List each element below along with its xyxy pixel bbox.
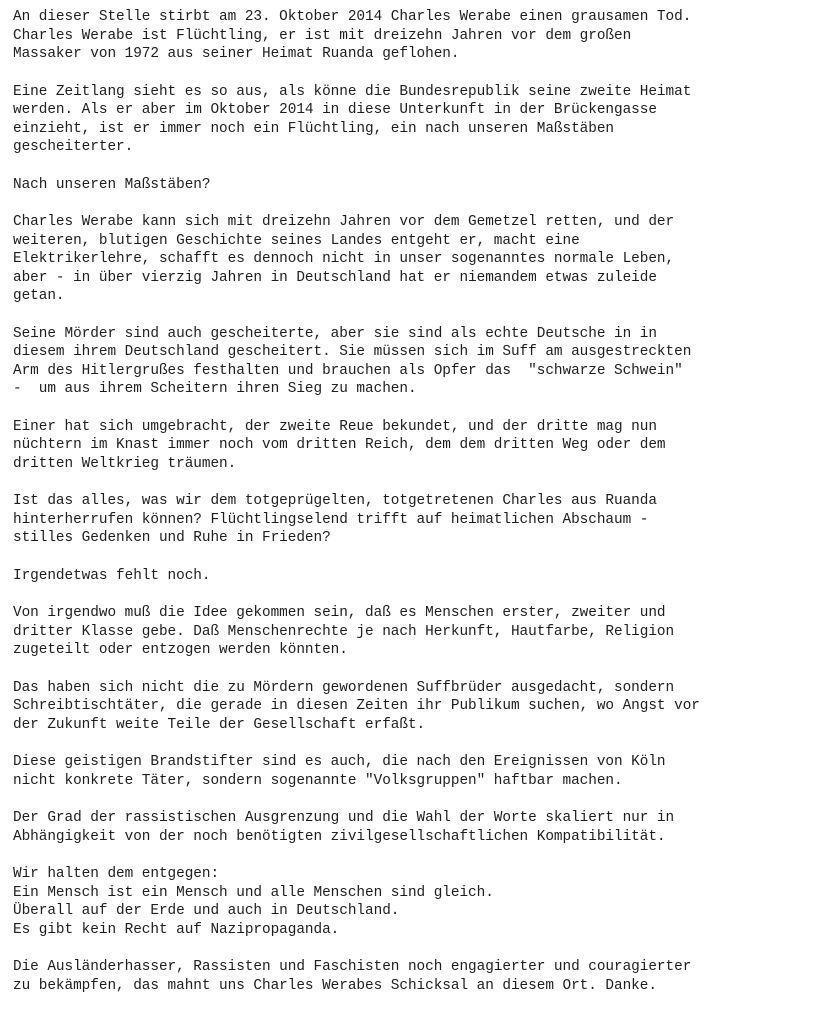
text-line: Ein Mensch ist ein Mensch und alle Menschen sind gleich. [13, 884, 494, 901]
text-line: Ist das alles, was wir dem totgeprügelten, totgetretenen Charles aus Ruanda [13, 493, 657, 509]
text-line: dritten Weltkrieg träumen. [13, 455, 237, 472]
paragraph-3 [13, 176, 813, 195]
text-line: Charles Werabe ist Flüchtling, er ist mit dreizehn Jahren vor dem großen [13, 27, 632, 44]
text-line: Es gibt kein Recht auf Nazipropaganda. [13, 921, 340, 938]
text-line: nicht konkrete Täter, sondern sogenannte "Volksgruppen" haftbar machen. [13, 772, 623, 789]
text-line: Arm des Hitlergrußes festhalten und brauchen als Opfer das "schwarze Schwein" [13, 362, 683, 379]
paragraph-4 [13, 213, 813, 306]
text-line: hinterherrufen können? Flüchtlingselend trifft auf heimatlichen Abschaum - [13, 511, 649, 528]
text-line: Nach unseren Maßstäben? [13, 176, 211, 193]
text-line: - um aus ihrem Scheitern ihren Sieg zu machen. [13, 381, 417, 397]
paragraph-8 [13, 567, 813, 586]
text-line: nüchtern im Knast immer noch vom dritten Reich, dem dem dritten Weg oder dem [13, 437, 666, 453]
paragraph-12 [13, 809, 813, 846]
text-line: der Zukunft weite Teile der Gesellschaft erfaßt. [13, 716, 426, 733]
text-line: Diese geistigen Brandstifter sind es auch, die nach den Ereignissen von Köln [13, 754, 666, 770]
text-line: stilles Gedenken und Ruhe in Frieden? [13, 530, 331, 546]
text-line: Eine Zeitlang sieht es so aus, als könne die Bundesrepublik seine zweite Heimat [13, 83, 692, 100]
paragraph-13 [13, 865, 813, 939]
text-line: Die Ausländerhasser, Rassisten und Faschisten noch engagierter und couragierter [13, 959, 692, 975]
paragraph-7 [13, 492, 813, 548]
text-line: Einer hat sich umgebracht, der zweite Reue bekundet, und der dritte mag nun [13, 418, 657, 435]
text-line: Seine Mörder sind auch gescheiterte, aber sie sind als echte Deutsche in in [13, 325, 657, 342]
paragraph-2 [13, 83, 813, 157]
text-line: diesem ihrem Deutschland gescheitert. Sie müssen sich im Suff am ausgestreckten [13, 344, 692, 360]
paragraph-1 [13, 8, 813, 64]
text-line: dritter Klasse gebe. Daß Menschenrechte je nach Herkunft, Hautfarbe, Religion [13, 623, 675, 640]
text-line: Das haben sich nicht die zu Mördern gewordenen Suffbrüder ausgedacht, sondern [13, 679, 675, 696]
text-line: gescheiterter. [13, 139, 134, 155]
paragraph-6 [13, 418, 813, 474]
text-line: Massaker von 1972 aus seiner Heimat Ruanda geflohen. [13, 46, 460, 62]
text-line: An dieser Stelle stirbt am 23. Oktober 2014 Charles Werabe einen grausamen Tod. [13, 9, 692, 25]
text-line: zugeteilt oder entzogen werden könnten. [13, 642, 348, 658]
paragraph-5 [13, 325, 813, 399]
paragraph-10 [13, 679, 813, 735]
text-line: Wir halten dem entgegen: [13, 866, 220, 882]
text-line: Der Grad der rassistischen Ausgrenzung und die Wahl der Worte skaliert nur in [13, 810, 675, 826]
text-line: einzieht, ist er immer noch ein Flüchtling, ein nach unseren Maßstäben [13, 120, 615, 137]
text-line: weiteren, blutigen Geschichte seines Landes entgeht er, macht eine [13, 232, 580, 249]
text-line: Irgendetwas fehlt noch. [13, 567, 211, 584]
text-line: Abhängigkeit von der noch benötigten zivilgesellschaftlichen Kompatibilität. [13, 828, 666, 845]
text-line: Überall auf der Erde und auch in Deutschland. [13, 903, 400, 919]
text-line: aber - in über vierzig Jahren in Deutschland hat er niemandem etwas zuleide [13, 269, 657, 286]
document-page [13, 8, 813, 1014]
paragraph-9 [13, 604, 813, 660]
text-line: werden. Als er aber im Oktober 2014 in diese Unterkunft in der Brückengasse [13, 102, 657, 118]
text-line: Schreibtischtäter, die gerade in diesen Zeiten ihr Publikum suchen, wo Angst vor [13, 698, 700, 714]
text-line: zu bekämpfen, das mahnt uns Charles Werabes Schicksal an diesem Ort. Danke. [13, 977, 657, 994]
text-line: Elektrikerlehre, schafft es dennoch nicht in unser sogenanntes normale Leben, [13, 251, 675, 267]
paragraph-11 [13, 753, 813, 790]
paragraph-14 [13, 958, 813, 995]
text-line: getan. [13, 288, 65, 304]
text-line: Von irgendwo muß die Idee gekommen sein, daß es Menschen erster, zweiter und [13, 605, 666, 621]
text-line: Charles Werabe kann sich mit dreizehn Jahren vor dem Gemetzel retten, und der [13, 214, 675, 230]
